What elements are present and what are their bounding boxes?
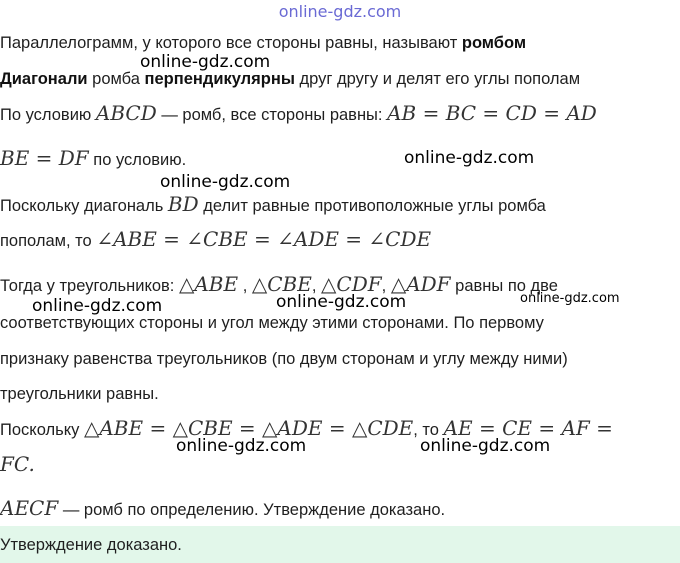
text-segment: , [381, 277, 391, 295]
angles-line [0, 227, 431, 251]
text-segment: ромба [87, 70, 145, 88]
text-segment: Поскольку [0, 421, 84, 439]
text-segment: равны по две [450, 277, 558, 295]
watermark: online-gdz.com [140, 52, 271, 72]
watermark: online-gdz.com [520, 291, 620, 306]
result-banner [0, 526, 680, 563]
definition-text: Параллелограмм, у которого все стороны равны, называют [0, 34, 462, 52]
diagonal-bd-line [0, 192, 546, 216]
term-perpendicular: перпендикулярны [144, 70, 295, 88]
math-fc: FC. [0, 452, 35, 476]
text-segment: , [238, 277, 252, 295]
math-segments-equal: AE = CE = AF = [443, 416, 613, 440]
math-triangle-adf: △ADF [390, 272, 451, 296]
text-segment: делит равные противоположные углы ромба [198, 197, 546, 215]
site-watermark-header: online-gdz.com [278, 2, 402, 21]
math-be-df: BE = DF [0, 146, 89, 170]
text-segment: — ромб по определению. Утверждение доказано. [58, 501, 446, 519]
text-segment: по условию. [88, 151, 187, 169]
result-text: Утверждение доказано. [0, 536, 182, 554]
math-triangle-abe: △ABE [178, 272, 239, 296]
condition-line [0, 101, 597, 125]
watermark: online-gdz.com [404, 148, 535, 168]
math-angles-equal: ∠ABE = ∠CBE = ∠ADE = ∠CDE [96, 227, 432, 251]
term-rhombus: ромбом [461, 34, 527, 52]
reason-line-1: соответствующих стороны и угол между этими сторонами. По первому [0, 314, 544, 332]
math-bd: BD [167, 192, 199, 216]
math-sides-equal: AB = BC = CD = AD [387, 101, 597, 125]
watermark: online-gdz.com [176, 436, 307, 456]
be-df-line [0, 146, 186, 170]
text-segment: — ромб, все стороны равны: [156, 106, 388, 124]
math-triangle-cdf: △CDF [321, 272, 382, 296]
watermark: online-gdz.com [276, 292, 407, 312]
text-segment: , [311, 277, 322, 295]
final-line [0, 496, 445, 520]
fc-line [0, 452, 35, 476]
math-triangle-cbe: △CBE [251, 272, 312, 296]
text-segment: друг другу и делят его углы пополам [294, 70, 581, 88]
text-segment: Тогда у треугольников: [0, 277, 179, 295]
definition-line [0, 34, 526, 53]
watermark: online-gdz.com [160, 172, 291, 192]
watermark: online-gdz.com [420, 436, 551, 456]
text-segment: По условию [0, 106, 96, 124]
math-triangles-equal: △ABE = △CBE = △ADE = △CDE [83, 416, 414, 440]
diagonals-property-line [0, 70, 580, 89]
watermark: online-gdz.com [32, 296, 163, 316]
reason-line-2: признаку равенства треугольников (по двум сторонам и углу между ними) [0, 350, 568, 368]
term-diagonals: Диагонали [0, 70, 88, 88]
text-segment: , то [413, 421, 444, 439]
text-segment: Поскольку диагональ [0, 197, 168, 215]
reason-line-3: треугольники равны. [0, 385, 159, 403]
math-abcd: ABCD [95, 101, 157, 125]
text-segment: пополам, то [0, 232, 97, 250]
math-aecf: AECF [0, 496, 59, 520]
